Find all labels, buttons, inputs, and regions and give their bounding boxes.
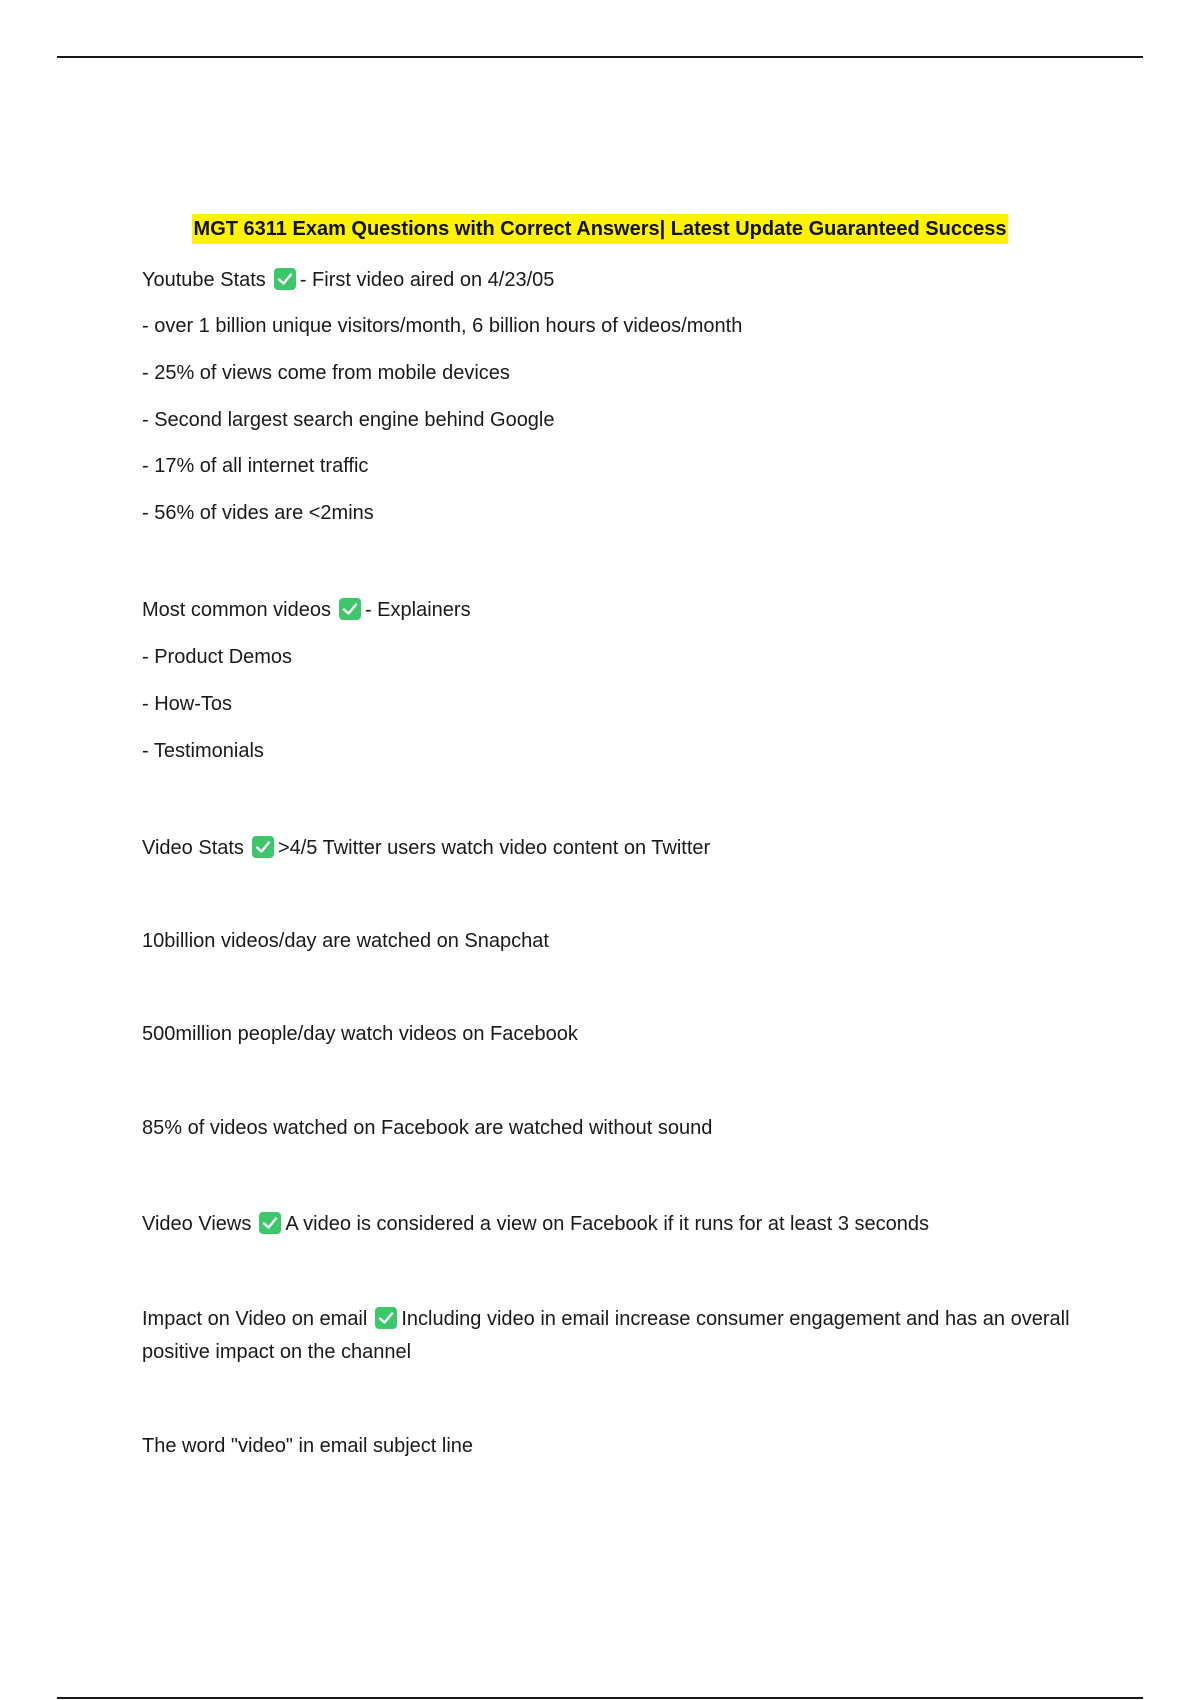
bullet-line: - How-Tos: [142, 693, 233, 715]
answer: A video is considered a view on Facebook if it runs for at least 3 seconds: [285, 1213, 930, 1235]
check-box-icon: [259, 1212, 281, 1234]
video-stats-line: [142, 834, 710, 862]
footer-rule: [57, 1697, 1143, 1699]
answer: - First video aired on 4/23/05: [299, 269, 555, 291]
bullet-line: - 17% of all internet traffic: [142, 455, 369, 477]
check-box-icon: [375, 1307, 397, 1329]
check-box-icon: [252, 836, 274, 858]
subject-line: The word "video" in email subject line: [142, 1435, 474, 1457]
bullet-line: - 25% of views come from mobile devices: [142, 362, 510, 384]
email-impact-line: [142, 1303, 1072, 1369]
video-views-line: [142, 1210, 929, 1238]
bullet-line: - Second largest search engine behind Google: [142, 409, 555, 431]
bullet-line: - Testimonials: [142, 740, 264, 762]
header-rule: [57, 56, 1143, 58]
youtube-stats-line: [142, 266, 554, 294]
common-videos-line: [142, 596, 471, 624]
bullet-line: - over 1 billion unique visitors/month, 6 billion hours of videos/month: [142, 315, 743, 337]
answer: - Explainers: [364, 599, 471, 621]
snapchat-line: 10billion videos/day are watched on Snapchat: [142, 930, 549, 952]
term: Video Views: [142, 1213, 252, 1235]
term: Video Stats: [142, 837, 244, 859]
bullet-line: - Product Demos: [142, 646, 293, 668]
check-box-icon: [339, 598, 361, 620]
document-title: MGT 6311 Exam Questions with Correct Answers| Latest Update Guaranteed Success: [192, 214, 1009, 244]
term: Youtube Stats: [142, 269, 266, 291]
bullet-line: - 56% of vides are <2mins: [142, 502, 374, 524]
facebook-line: 500million people/day watch videos on Facebook: [142, 1023, 578, 1045]
sound-line: 85% of videos watched on Facebook are watched without sound: [142, 1117, 713, 1139]
answer: >4/5 Twitter users watch video content on Twitter: [277, 837, 711, 859]
title-block: [0, 214, 1200, 244]
answer: Including video in email increase consumer engagement and has an overall positive impact on the channel: [142, 1308, 1070, 1363]
term: Most common videos: [142, 599, 331, 621]
check-box-icon: [274, 268, 296, 290]
term: Impact on Video on email: [142, 1308, 368, 1330]
